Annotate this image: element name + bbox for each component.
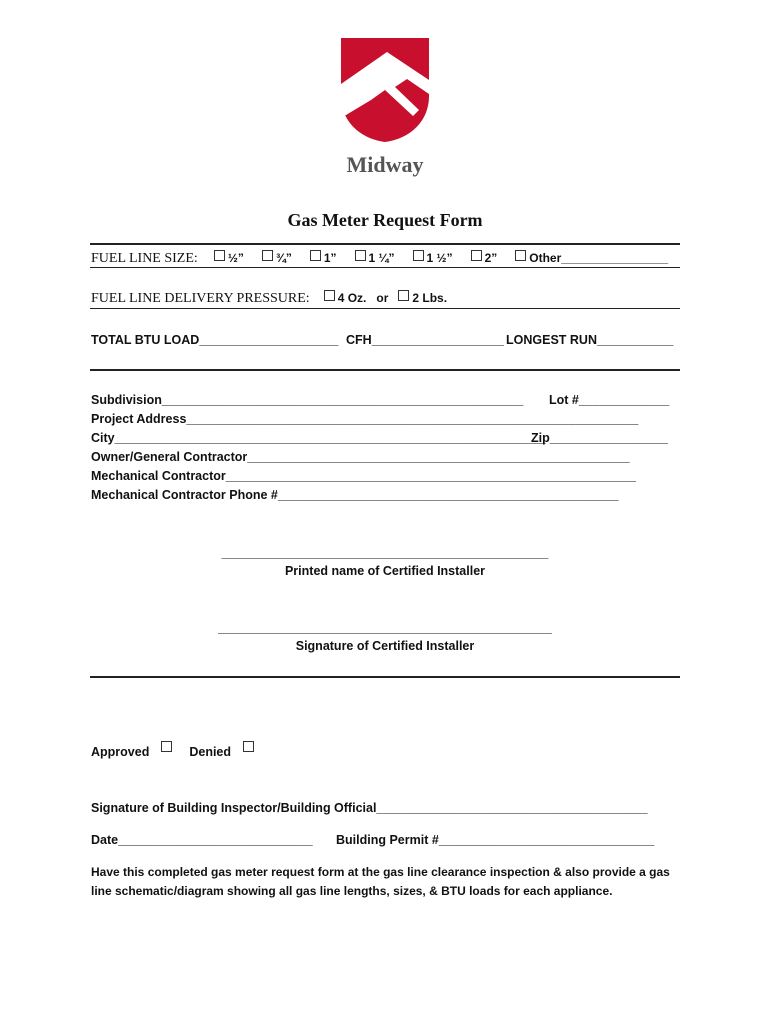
checkbox-icon — [471, 250, 482, 261]
size-option-two[interactable]: 2” — [471, 249, 498, 266]
divider — [90, 308, 680, 309]
denied-label: Denied — [189, 745, 232, 759]
pressure-option-2lbs[interactable]: 2 Lbs. — [398, 289, 447, 306]
owner-contractor-field[interactable]: Owner/General Contractor_______________________________________________________ — [91, 450, 630, 464]
longest-run-field[interactable]: LONGEST RUN___________ — [506, 333, 674, 347]
project-address-field[interactable]: Project Address_________________________________________________________________ — [91, 412, 639, 426]
inspector-signature-field[interactable]: Signature of Building Inspector/Building Official_______________________________________ — [91, 801, 648, 815]
form-title: Gas Meter Request Form — [287, 210, 483, 230]
or-label: or — [376, 291, 389, 305]
divider — [90, 369, 680, 371]
mechanical-phone-field[interactable]: Mechanical Contractor Phone #_________________________________________________ — [91, 488, 619, 502]
checkbox-icon — [355, 250, 366, 261]
approved-checkbox-icon[interactable] — [161, 741, 172, 752]
size-option-one[interactable]: 1” — [310, 249, 337, 266]
denied-checkbox-icon[interactable] — [243, 741, 254, 752]
installer-signature-label: Signature of Certified Installer — [295, 639, 475, 653]
checkbox-icon — [262, 250, 273, 261]
subdivision-field[interactable]: Subdivision____________________________________________________ — [91, 393, 524, 407]
divider — [90, 676, 680, 678]
cfh-field[interactable]: CFH___________________ — [346, 333, 504, 347]
divider — [90, 267, 680, 268]
divider — [90, 243, 680, 245]
checkbox-icon — [515, 250, 526, 261]
size-option-three-quarter[interactable]: ¾” — [262, 249, 292, 266]
printed-name-line[interactable]: _______________________________________________ — [221, 546, 549, 560]
lot-field[interactable]: Lot #_____________ — [549, 393, 670, 407]
pressure-option-4oz[interactable]: 4 Oz. — [324, 289, 367, 306]
midway-logo-icon — [341, 38, 429, 142]
checkbox-icon — [310, 250, 321, 261]
installer-signature-line[interactable]: ________________________________________________ — [218, 621, 552, 635]
checkbox-icon — [398, 290, 409, 301]
fuel-line-size-label: FUEL LINE SIZE: — [91, 251, 198, 266]
approved-label: Approved — [91, 745, 150, 759]
approval-row — [91, 741, 257, 761]
size-option-other[interactable]: Other________________ — [515, 249, 668, 266]
date-field[interactable]: Date____________________________ — [91, 833, 313, 847]
checkbox-icon — [324, 290, 335, 301]
checkbox-icon — [413, 250, 424, 261]
zip-field[interactable]: Zip_________________ — [531, 431, 668, 445]
size-option-half[interactable]: ½” — [214, 249, 244, 266]
city-field[interactable]: City______________________________________________________________ — [91, 431, 546, 445]
fuel-line-size-row — [91, 249, 668, 267]
delivery-pressure-label: FUEL LINE DELIVERY PRESSURE: — [91, 291, 310, 306]
printed-name-label: Printed name of Certified Installer — [284, 564, 486, 578]
total-btu-field[interactable]: TOTAL BTU LOAD____________________ — [91, 333, 339, 347]
checkbox-icon — [214, 250, 225, 261]
size-option-one-half[interactable]: 1 ½” — [413, 249, 453, 266]
footer-note: Have this completed gas meter request form at the gas line clearance inspection & also provide a gas line schematic/diagram showing all gas line lengths, sizes, & BTU loads for each appliance. — [91, 865, 670, 898]
delivery-pressure-row — [91, 289, 447, 307]
brand-name: Midway — [346, 152, 424, 177]
mechanical-contractor-field[interactable]: Mechanical Contractor___________________________________________________________ — [91, 469, 636, 483]
size-option-one-quarter[interactable]: 1 ¼” — [355, 249, 395, 266]
building-permit-field[interactable]: Building Permit #_______________________________ — [336, 833, 655, 847]
